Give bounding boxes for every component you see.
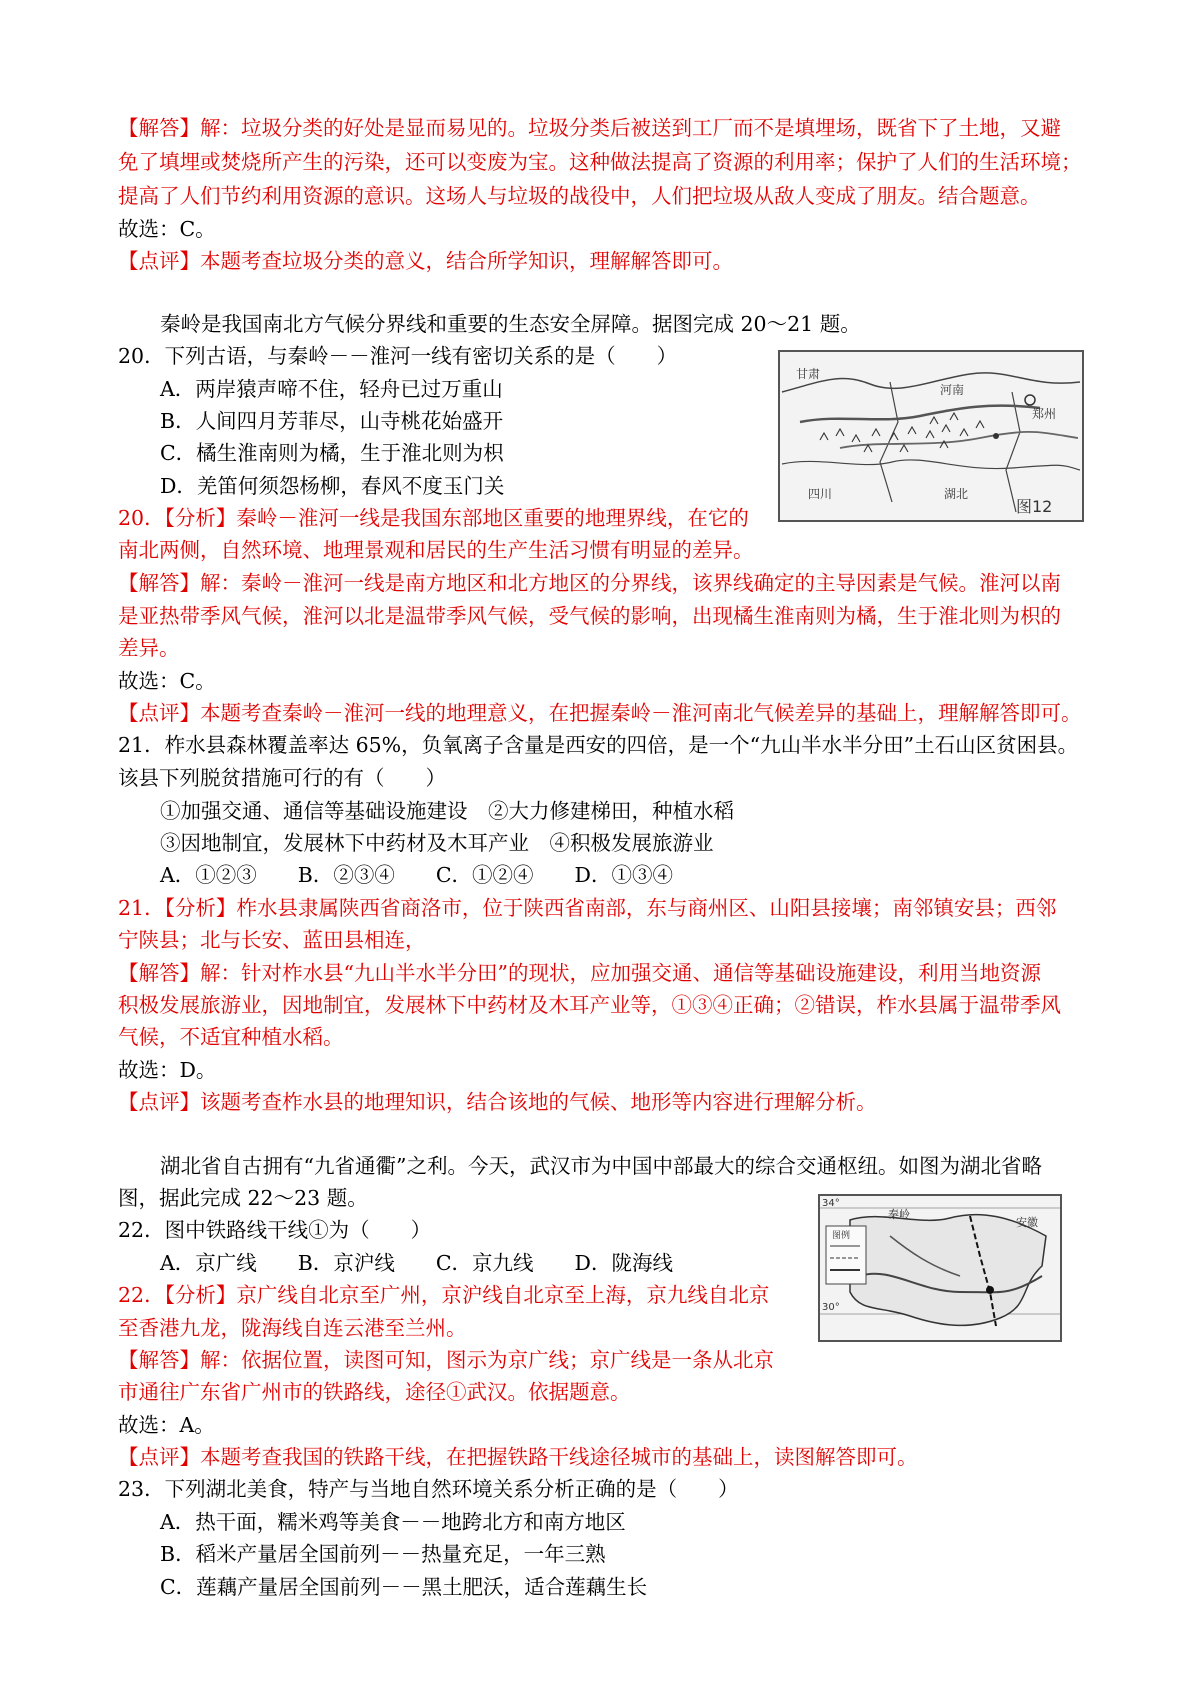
q20-option-d: D．羌笛何须怨杨柳，春风不度玉门关 [160, 474, 505, 498]
q19-answer-line1: 【解答】解：垃圾分类的好处是显而易见的。垃圾分类后被送到工厂而不是填埋场，既省下了土地，又避 [118, 116, 1061, 140]
hubei-intro-line2: 图，据此完成 22～23 题。 [118, 1186, 368, 1210]
q21-answer-line3: 气候，不适宜种植水稻。 [118, 1025, 344, 1049]
hubei-label-qinling: 秦岭 [888, 1208, 910, 1221]
q21-stem-line1: 21．柞水县森林覆盖率达 65%，负氧离子含量是西安的四倍，是一个“九山半水半分田”土石山区贫困县。 [118, 733, 1079, 757]
q22-choices: A．京广线 B．京沪线 C．京九线 D．陇海线 [160, 1251, 673, 1275]
q20-option-c: C．橘生淮南则为橘，生于淮北则为枳 [160, 441, 504, 465]
q19-choose: 故选：C。 [118, 217, 216, 241]
q21-analysis-line2: 宁陕县；北与长安、蓝田县相连， [118, 928, 426, 952]
map-label-sichuan: 四川 [808, 487, 833, 501]
q21-option-line2: ③因地制宜，发展林下中药材及木耳产业 ④积极发展旅游业 [160, 831, 714, 855]
q23-option-b: B．稻米产量居全国前列－－热量充足，一年三熟 [160, 1542, 606, 1566]
q21-choose: 故选：D。 [118, 1058, 217, 1082]
q20-option-b: B．人间四月芳菲尽，山寺桃花始盛开 [160, 409, 504, 433]
q22-answer-line1: 【解答】解：依据位置，读图可知，图示为京广线；京广线是一条从北京 [118, 1348, 774, 1372]
q22-choose: 故选：A。 [118, 1413, 215, 1437]
hubei-map [820, 1196, 1060, 1340]
hubei-legend-title: 图例 [832, 1231, 851, 1241]
qinling-map-figure [778, 350, 1084, 522]
map-label-zhengzhou: 郑州 [1032, 407, 1057, 421]
map-label-hubei: 湖北 [944, 487, 969, 501]
q19-answer-line2: 免了填埋或焚烧所产生的污染，还可以变废为宝。这种做法提高了资源的利用率；保护了人们的生活环境； [118, 150, 1082, 174]
q19-answer-line3: 提高了人们节约利用资源的意识。这场人与垃圾的战役中，人们把垃圾从敌人变成了朋友。结合题意。 [118, 184, 1041, 208]
q23-option-a: A．热干面，糯米鸡等美食－－地跨北方和南方地区 [160, 1510, 626, 1534]
qinling-map [780, 352, 1082, 520]
q21-answer-line2: 积极发展旅游业，因地制宜，发展林下中药材及木耳产业等，①③④正确；②错误，柞水县属于温带季风 [118, 993, 1061, 1017]
q20-stem: 20．下列古语，与秦岭－－淮河一线有密切关系的是（ ） [118, 344, 678, 368]
q21-answer-line1: 【解答】解：针对柞水县“九山半水半分田”的现状，应加强交通、通信等基础设施建设，利用当地资源 [118, 961, 1041, 985]
map-caption: 图12 [1016, 497, 1053, 516]
q23-stem: 23．下列湖北美食，特产与当地自然环境关系分析正确的是（ ） [118, 1477, 739, 1501]
q23-option-c: C．莲藕产量居全国前列－－黑土肥沃，适合莲藕生长 [160, 1575, 648, 1599]
q20-comment: 【点评】本题考查秦岭－淮河一线的地理意义，在把握秦岭－淮河南北气候差异的基础上，理解解答即可。 [118, 701, 1082, 725]
q22-stem: 22．图中铁路线干线①为（ ） [118, 1218, 432, 1242]
q20-choose: 故选：C。 [118, 669, 216, 693]
q22-comment: 【点评】本题考查我国的铁路干线，在把握铁路干线途径城市的基础上，读图解答即可。 [118, 1445, 918, 1469]
q20-analysis-line2: 南北两侧，自然环境、地理景观和居民的生产生活习惯有明显的差异。 [118, 538, 754, 562]
q21-stem-line2: 该县下列脱贫措施可行的有（ ） [118, 766, 446, 790]
hubei-lat34: 34° [822, 1198, 840, 1209]
q22-analysis-line1: 22．【分析】京广线自北京至广州，京沪线自北京至上海，京九线自北京 [118, 1283, 770, 1307]
q21-analysis-line1: 21．【分析】柞水县隶属陕西省商洛市，位于陕西省南部，东与商州区、山阳县接壤；南邻镇安县；西邻 [118, 896, 1057, 920]
map-label-gansu: 甘肃 [796, 367, 821, 381]
q20-answer-line2: 是亚热带季风气候，淮河以北是温带季风气候，受气候的影响，出现橘生淮南则为橘，生于淮北则为枳的 [118, 604, 1061, 628]
q21-comment: 【点评】该题考查柞水县的地理知识，结合该地的气候、地形等内容进行理解分析。 [118, 1090, 877, 1114]
q22-analysis-line2: 至香港九龙，陇海线自连云港至兰州。 [118, 1316, 467, 1340]
q20-analysis-line1: 20．【分析】秦岭－淮河一线是我国东部地区重要的地理界线，在它的 [118, 506, 749, 530]
q21-option-line1: ①加强交通、通信等基础设施建设 ②大力修建梯田，种植水稻 [160, 799, 734, 823]
hubei-lat30: 30° [822, 1302, 840, 1313]
q21-choices: A．①②③ B．②③④ C．①②④ D．①③④ [160, 863, 673, 887]
qinling-intro: 秦岭是我国南北方气候分界线和重要的生态安全屏障。据图完成 20～21 题。 [160, 312, 861, 336]
q19-comment: 【点评】本题考查垃圾分类的意义，结合所学知识，理解解答即可。 [118, 249, 733, 273]
hubei-intro-line1: 湖北省自古拥有“九省通衢”之利。今天，武汉市为中国中部最大的综合交通枢纽。如图为湖北省略 [160, 1154, 1042, 1178]
q20-answer-line3: 差异。 [118, 636, 180, 660]
q20-answer-line1: 【解答】解：秦岭－淮河一线是南方地区和北方地区的分界线，该界线确定的主导因素是气候。淮河以南 [118, 571, 1061, 595]
q22-answer-line2: 市通往广东省广州市的铁路线，途径①武汉。依据题意。 [118, 1380, 631, 1404]
hubei-label-anhui: 安徽 [1016, 1216, 1038, 1229]
q20-option-a: A．两岸猿声啼不住，轻舟已过万重山 [160, 377, 503, 401]
hubei-map-figure [818, 1194, 1062, 1342]
map-label-henan: 河南 [940, 383, 965, 397]
